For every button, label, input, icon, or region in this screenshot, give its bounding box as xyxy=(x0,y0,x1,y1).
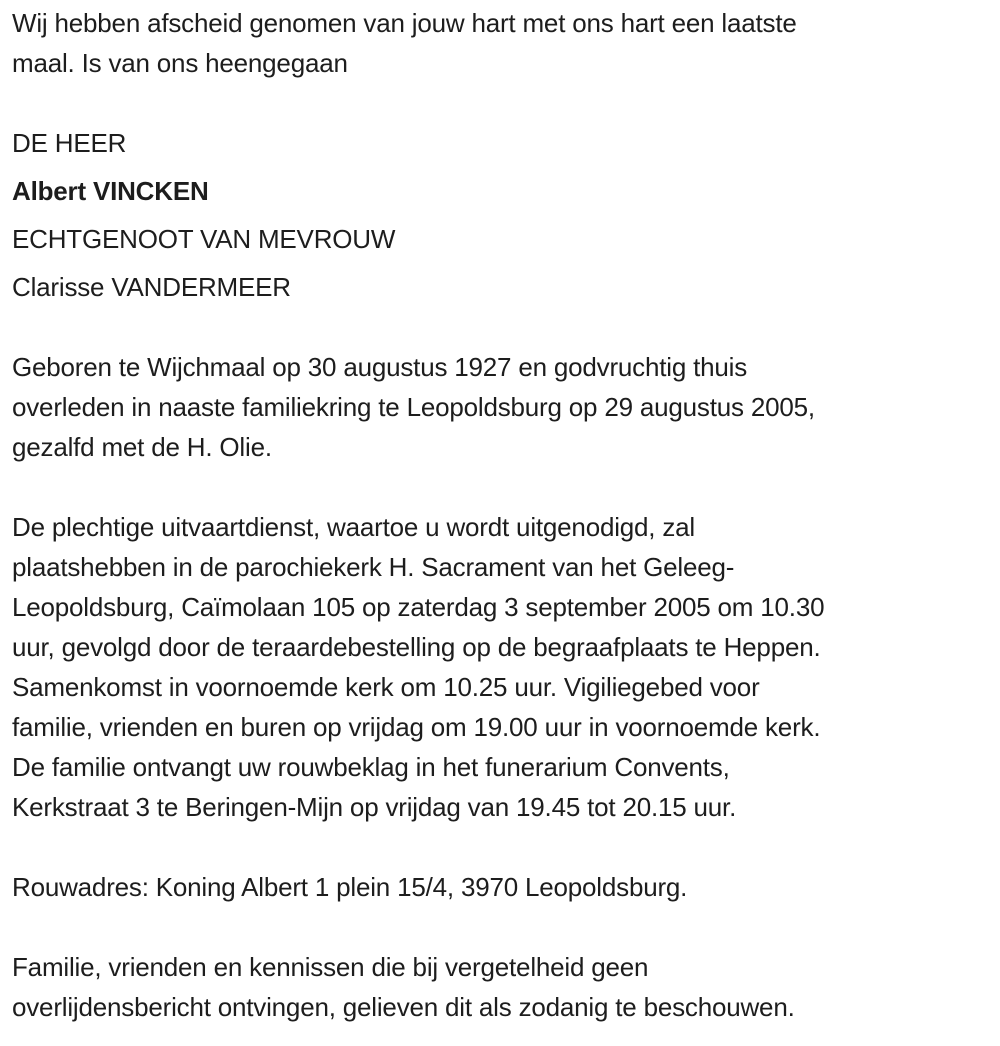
service-line-7: De familie ontvangt uw rouwbeklag in het funerarium Convents, xyxy=(12,752,730,782)
spouse-relation: ECHTGENOOT VAN MEVROUW xyxy=(12,224,396,254)
birth-death-paragraph xyxy=(12,347,988,467)
intro-paragraph xyxy=(12,3,988,83)
birth-death-line-2: overleden in naaste familiekring te Leopoldsburg op 29 augustus 2005, xyxy=(12,392,815,422)
service-line-3: Leopoldsburg, Caïmolaan 105 op zaterdag 3 september 2005 om 10.30 xyxy=(12,592,825,622)
service-line-5: Samenkomst in voornoemde kerk om 10.25 uur. Vigiliegebed voor xyxy=(12,672,760,702)
birth-death-line-1: Geboren te Wijchmaal op 30 augustus 1927 en godvruchtig thuis xyxy=(12,352,748,382)
service-line-8: Kerkstraat 3 te Beringen-Mijn op vrijdag van 19.45 tot 20.15 uur. xyxy=(12,792,737,822)
mourning-address-line: Rouwadres: Koning Albert 1 plein 15/4, 3970 Leopoldsburg. xyxy=(12,872,688,902)
service-line-1: De plechtige uitvaartdienst, waartoe u wordt uitgenodigd, zal xyxy=(12,512,695,542)
mourning-address-paragraph xyxy=(12,867,988,907)
service-line-4: uur, gevolgd door de teraardebestelling op de begraafplaats te Heppen. xyxy=(12,632,821,662)
service-line-2: plaatshebben in de parochiekerk H. Sacrament van het Geleeg- xyxy=(12,552,735,582)
salutation: DE HEER xyxy=(12,128,127,158)
closing-line-1: Familie, vrienden en kennissen die bij vergetelheid geen xyxy=(12,952,649,982)
closing-paragraph xyxy=(12,947,988,1027)
closing-line-2: overlijdensbericht ontvingen, gelieven dit als zodanig te beschouwen. xyxy=(12,992,795,1022)
spouse-name: Clarisse VANDERMEER xyxy=(12,272,291,302)
deceased-name: Albert VINCKEN xyxy=(12,176,209,206)
intro-line-2: maal. Is van ons heengegaan xyxy=(12,48,348,78)
birth-death-line-3: gezalfd met de H. Olie. xyxy=(12,432,272,462)
service-line-6: familie, vrienden en buren op vrijdag om 19.00 uur in voornoemde kerk. xyxy=(12,712,821,742)
funeral-service-paragraph xyxy=(12,507,988,827)
intro-line-1: Wij hebben afscheid genomen van jouw hart met ons hart een laatste xyxy=(12,8,797,38)
